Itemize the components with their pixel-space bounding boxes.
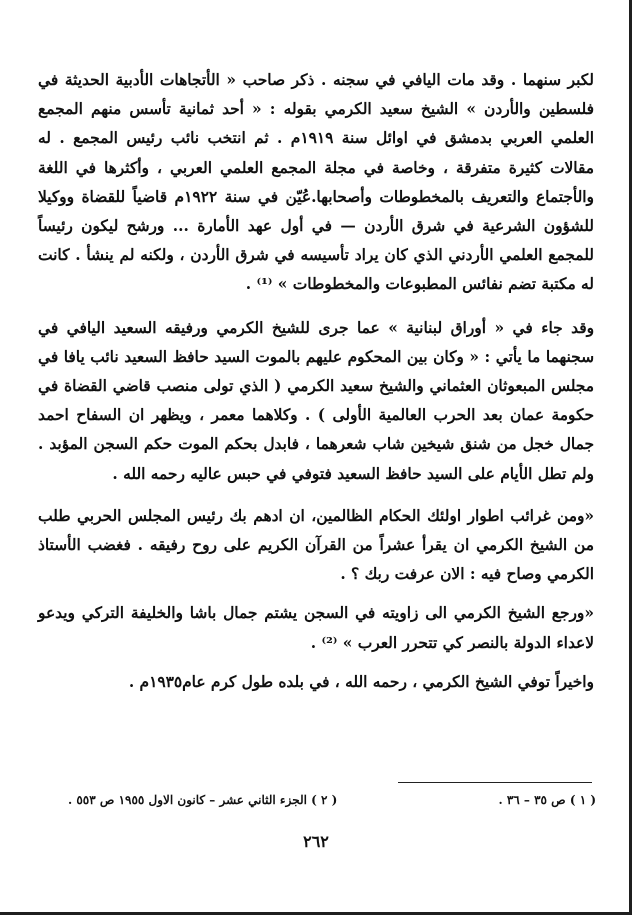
paragraph-5: واخيراً توفي الشيخ الكرمي ، رحمه الله ، في بلده طول كرم عام١٩٣٥م . (128, 672, 594, 691)
footnote-separator (398, 782, 592, 783)
footnote-1: ( ١ ) ص ٣٥ – ٣٦ . (498, 793, 596, 807)
paragraph-4: «ورجع الشيخ الكرمي الى زاويته في السجن يشتم جمال باشا والخليفة التركي ويدعو لاعداء الدولة بالنصر كي تتحرر العرب » ⁽²⁾ . (38, 604, 594, 652)
paragraph-3: «ومن غرائب اطوار اولئك الحكام الظالمين، ان ادهم بك رئيس المجلس الحربي طلب من الشيخ الكرمي ان يقرأ عشراً من القرآن الكريم على روح رفيقه . فغضب الأستاذ الكرمي وصاح فيه : الان عرفت ربك ؟ . (38, 506, 594, 584)
paragraph-2: وقد جاء في « أوراق لبنانية » عما جرى للشيخ الكرمي ورفيقه السعيد اليافي في سجنهما ما يأتي : « وكان بين المحكوم عليهم بالموت السيد حافظ السعيد نائب يافا في مجلس المبعوثان العثماني والشيخ سعيد الكرمي ( الذي تولى منصب قاضي القضاة في حكومة عمان بعد الحرب العالمية الأولى ) . وكلاهما معمر ، ويظهر ان السفاح احمد جمال خجل من شنق شيخين شاب شعرهما ، فابدل بحكم الموت حكم السجن المؤبد . ولم تطل الأيام على السيد حافظ السعيد فتوفي في حبس عاليه رحمه الله . (38, 318, 594, 483)
footnotes (68, 793, 596, 807)
paragraph-1: لكبر سنهما . وقد مات اليافي في سجنه . ذكر صاحب « الأتجاهات الأدبية الحديثة في فلسطين والأردن » الشيخ سعيد الكرمي بقوله : « أحد ثمانية تأسس منهم المجمع العلمي العربي بدمشق في اوائل سنة ١٩١٩م . ثم انتخب نائب رئيس المجمع . له مقالات كثيرة متفرقة ، وخاصة في مجلة المجمع العلمي العربي ، وأكثرها في اللغة والأجتماع والتعريف بالمخطوطات وأصحابها.عُيّن في سنة ١٩٢٢م قاضياً للقضاة ووكيلا للشؤون الشرعية في شرق الأردن — في أول عهد الأمارة ... ورشح ليكون رئيساً للمجمع العلمي الأردني الذي كان يراد تأسيسه في شرق الأردن ، ولكنه لم ينشأ . كانت له مكتبة تضم نفائس المطبوعات والمخطوطات » ⁽¹⁾ . (38, 71, 594, 294)
page-body (38, 66, 594, 697)
page-number: ٢٦٢ (303, 832, 329, 851)
footnote-2: ( ٢ ) الجزء الثاني عشر – كانون الاول ١٩٥٥ ص ٥٥٣ . (68, 793, 338, 807)
